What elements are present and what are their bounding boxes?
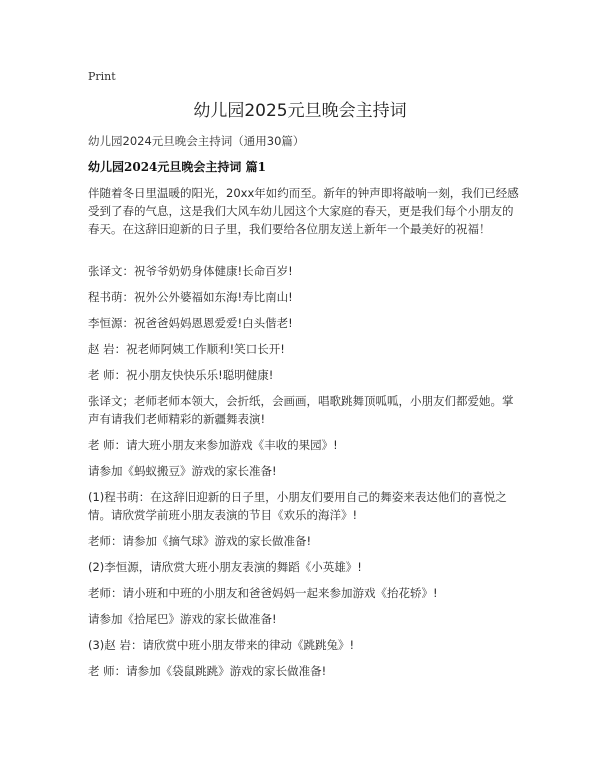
dialogue-line: 请参加《蚂蚁搬豆》游戏的家长准备! — [88, 464, 277, 478]
intro-paragraph: 伴随着冬日里温暖的阳光，20xx年如约而至。新年的钟声即将敲响一刻，我们已经感受到了春的气息，这是我们大风车幼儿园这个大家庭的春天，更是我们每个小朋友的春天。在这辞旧迎新的日子里，我们要给各位朋友送上新年一个最美好的祝福！ — [88, 186, 519, 236]
dialogue-line: 李恒源：祝爸爸妈妈恩恩爱爱!白头偕老! — [88, 316, 293, 330]
dialogue-line: 老师：请小班和中班的小朋友和爸爸妈妈一起来参加游戏《抬花轿》! — [88, 586, 438, 600]
document-title: 幼儿园2025元旦晚会主持词 — [193, 101, 407, 121]
dialogue-paragraph: (1)程书萌：在这辞旧迎新的日子里，小朋友们要用自己的舞姿来表达他们的喜悦之情。请欣赏学前班小朋友表演的节目《欢乐的海洋》! — [88, 490, 507, 522]
document-subtitle: 幼儿园2024元旦晚会主持词（通用30篇） — [88, 134, 305, 148]
dialogue-line: (2)李恒源，请欣赏大班小朋友表演的舞蹈《小英雄》! — [88, 560, 362, 574]
dialogue-line: 赵 岩：祝老师阿姨工作顺利!笑口长开! — [88, 342, 285, 356]
dialogue-line: 程书萌：祝外公外婆福如东海!寿比南山! — [88, 290, 293, 304]
dialogue-paragraph: 张译文；老师老师本领大，会折纸，会画画，唱歌跳舞顶呱呱，小朋友们都爱她。掌声有请我们老师精彩的新疆舞表演! — [88, 394, 514, 426]
dialogue-line: 老 师：请大班小朋友来参加游戏《丰收的果园》! — [88, 438, 338, 452]
dialogue-line: 老师：请参加《摘气球》游戏的家长做准备! — [88, 534, 312, 548]
section-heading: 幼儿园2024元旦晚会主持词 篇1 — [88, 160, 266, 174]
dialogue-line: 老 师：请参加《袋鼠跳跳》游戏的家长做准备! — [88, 664, 327, 678]
dialogue-line: 请参加《拾尾巴》游戏的家长做准备! — [88, 612, 277, 626]
dialogue-line: 老 师：祝小朋友快快乐乐!聪明健康! — [88, 368, 274, 382]
dialogue-line: (3)赵 岩：请欣赏中班小朋友带来的律动《跳跳兔》! — [88, 638, 355, 652]
dialogue-line: 张译文：祝爷爷奶奶身体健康!长命百岁! — [88, 264, 293, 278]
print-label: Print — [88, 70, 116, 83]
